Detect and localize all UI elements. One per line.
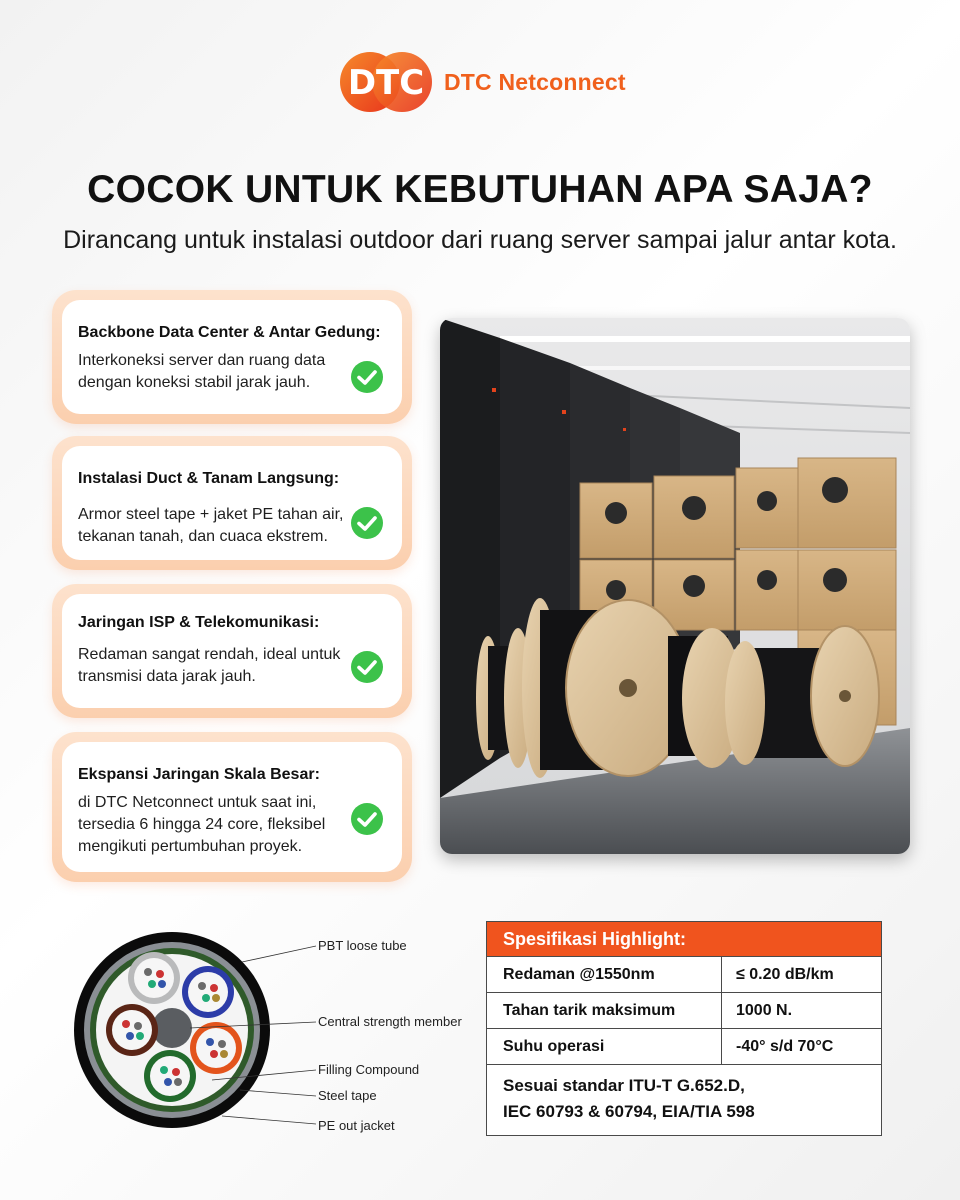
- use-case-text: Interkoneksi server dan ruang data dengan koneksi stabil jarak jauh.: [78, 352, 326, 391]
- check-circle-icon: [350, 506, 384, 540]
- spec-row: [487, 1028, 881, 1064]
- use-case-text: Armor steel tape + jaket PE tahan air, tekanan tanah, dan cuaca ekstrem.: [78, 506, 344, 545]
- page-subtitle: Dirancang untuk instalasi outdoor dari ruang server sampai jalur antar kota.: [63, 226, 897, 254]
- label-central-strength-member: Central strength member: [318, 1014, 462, 1029]
- svg-text:DTC: DTC: [347, 63, 425, 103]
- spec-key: Tahan tarik maksimum: [487, 993, 722, 1028]
- label-filling-compound: Filling Compound: [318, 1062, 420, 1077]
- dtc-logo-icon: [338, 50, 434, 114]
- spec-heading: Spesifikasi Highlight:: [487, 922, 881, 956]
- use-case-title: Instalasi Duct & Tanam Langsung:: [78, 470, 340, 487]
- label-pe-out-jacket: PE out jacket: [318, 1118, 395, 1133]
- check-circle-icon: [350, 802, 384, 836]
- use-case-title: Jaringan ISP & Telekomunikasi:: [78, 614, 320, 631]
- spec-value: 1000 N.: [736, 1002, 793, 1019]
- cable-cross-section: [72, 920, 492, 1150]
- spec-key: Suhu operasi: [487, 1029, 722, 1064]
- brand-logo: [338, 50, 626, 114]
- page-title: COCOK UNTUK KEBUTUHAN APA SAJA?: [87, 168, 873, 211]
- cable-reels-illustration: [440, 318, 910, 854]
- spec-row: [487, 956, 881, 992]
- cable-diagram-icon: [72, 920, 492, 1150]
- label-steel-tape: Steel tape: [318, 1088, 377, 1103]
- use-case-card: [52, 584, 412, 718]
- spec-row: [487, 992, 881, 1028]
- warehouse-photo: [440, 318, 910, 854]
- spec-standard: Sesuai standar ITU-T G.652.D, IEC 60793 & 60794, EIA/TIA 598: [487, 1064, 881, 1135]
- use-case-title: Backbone Data Center & Antar Gedung:: [78, 324, 381, 341]
- use-case-title: Ekspansi Jaringan Skala Besar:: [78, 766, 320, 783]
- spec-table: [486, 921, 882, 1136]
- spec-value: -40° s/d 70°C: [736, 1038, 834, 1055]
- use-case-card: [52, 290, 412, 424]
- use-case-card: [52, 436, 412, 570]
- spec-key: Redaman @1550nm: [487, 957, 722, 992]
- check-circle-icon: [350, 650, 384, 684]
- spec-value: ≤ 0.20 dB/km: [736, 966, 834, 983]
- label-pbt-loose-tube: PBT loose tube: [318, 938, 407, 953]
- brand-name: DTC Netconnect: [444, 68, 626, 95]
- use-case-card: [52, 732, 412, 882]
- use-case-text: di DTC Netconnect untuk saat ini, tersedia 6 hingga 24 core, fleksibel mengikuti pertumbuhan proyek.: [78, 794, 326, 855]
- use-case-text: Redaman sangat rendah, ideal untuk transmisi data jarak jauh.: [78, 646, 341, 685]
- check-circle-icon: [350, 360, 384, 394]
